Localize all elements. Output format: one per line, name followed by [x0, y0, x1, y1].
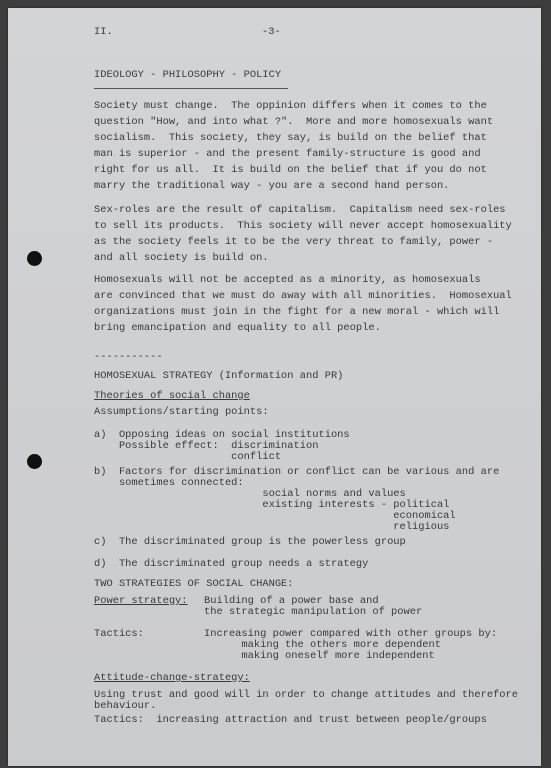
- para3-line: organizations must join in the fight for a new moral - which will: [94, 306, 500, 318]
- item-c: c) The discriminated group is the powerless group: [94, 536, 406, 548]
- punch-hole-top: [27, 251, 42, 266]
- para3-line: Homosexuals will not be accepted as a minority, as homosexuals: [94, 274, 481, 286]
- para2-line: and all society is build on.: [94, 252, 269, 264]
- page-number: -3-: [262, 26, 281, 38]
- document-page: [8, 8, 541, 766]
- attitude-tactics: Tactics: increasing attraction and trust between people/groups: [94, 714, 487, 726]
- item-a-line: a) Opposing ideas on social institutions: [94, 429, 350, 441]
- item-b-line: b) Factors for discrimination or conflict can be various and are: [94, 466, 500, 478]
- assumptions-label: Assumptions/starting points:: [94, 406, 269, 418]
- para2-line: as the society feels it to be the very threat to family, power -: [94, 236, 494, 248]
- para3-line: are convinced that we must do away with all minorities. Homosexual: [94, 290, 512, 302]
- power-strategy-label: Power strategy:: [94, 595, 188, 607]
- item-a-line: Possible effect: discrimination: [94, 440, 319, 452]
- two-strategies-heading: TWO STRATEGIES OF SOCIAL CHANGE:: [94, 578, 294, 590]
- item-b-line: religious: [94, 521, 450, 533]
- tactics-text: making the others more dependent: [204, 639, 441, 651]
- section-separator: -----------: [94, 351, 163, 363]
- para2-line: Sex-roles are the result of capitalism. Capitalism need sex-roles: [94, 204, 506, 216]
- item-b-line: economical: [94, 510, 456, 522]
- item-b-line: social norms and values: [94, 488, 406, 500]
- tactics-text: making oneself more independent: [204, 650, 435, 662]
- theories-heading: Theories of social change: [94, 390, 250, 402]
- para1-line: man is superior - and the present family-structure is good and: [94, 148, 481, 160]
- power-strategy-text: Building of a power base and: [204, 595, 379, 607]
- attitude-strategy-text: behaviour.: [94, 700, 157, 712]
- para1-line: Society must change. The oppinion differs when it comes to the: [94, 100, 487, 112]
- tactics-text: Increasing power compared with other groups by:: [204, 628, 498, 640]
- para1-line: socialism. This society, they say, is build on the belief that: [94, 132, 487, 144]
- punch-hole-bottom: [27, 454, 42, 469]
- item-d: d) The discriminated group needs a strategy: [94, 558, 369, 570]
- heading-underline: [94, 88, 288, 89]
- strategy-heading: HOMOSEXUAL STRATEGY (Information and PR): [94, 370, 344, 382]
- para1-line: question "How, and into what ?". More and more homosexuals want: [94, 116, 494, 128]
- para1-line: right for us all. It is build on the belief that if you do not: [94, 164, 487, 176]
- item-a-line: conflict: [94, 451, 282, 463]
- attitude-strategy-label: Attitude-change-strategy:: [94, 672, 250, 684]
- item-b-line: existing interests - political: [94, 499, 450, 511]
- para3-line: bring emancipation and equality to all people.: [94, 322, 381, 334]
- item-b-line: sometimes connected:: [94, 477, 244, 489]
- attitude-strategy-text: Using trust and good will in order to change attitudes and therefore: [94, 689, 519, 701]
- para1-line: marry the traditional way - you are a second hand person.: [94, 180, 450, 192]
- tactics-label: Tactics:: [94, 628, 144, 640]
- para2-line: to sell its products. This society will never accept homosexuality: [94, 220, 512, 232]
- power-strategy-text: the strategic manipulation of power: [204, 606, 423, 618]
- section-number: II.: [94, 26, 113, 38]
- ideology-heading: IDEOLOGY - PHILOSOPHY - POLICY: [94, 69, 282, 81]
